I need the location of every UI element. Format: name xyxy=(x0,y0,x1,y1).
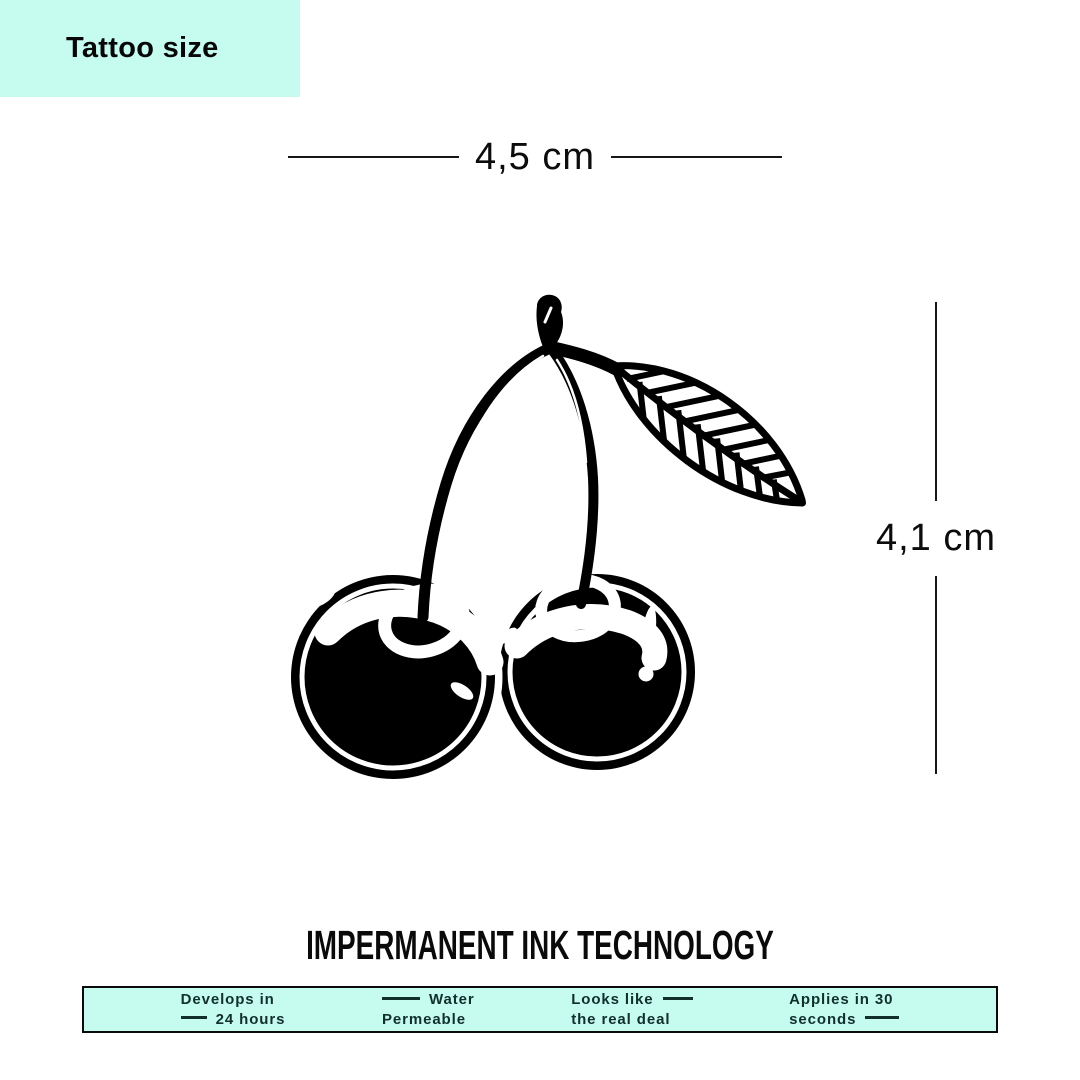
dimension-line-bottom xyxy=(935,576,937,775)
leaf-icon xyxy=(586,327,810,542)
feature-line: 24 hours xyxy=(181,1010,286,1030)
feature-looks-real xyxy=(571,990,692,1029)
dash-line xyxy=(865,1016,899,1019)
width-dimension xyxy=(288,132,782,182)
height-value: 4,1 cm xyxy=(875,516,997,559)
tattoo-size-tag xyxy=(0,0,300,97)
feature-line: Water xyxy=(382,990,475,1010)
feature-line: Applies in 30 xyxy=(789,991,894,1008)
footer-title-row xyxy=(0,922,1080,969)
width-value: 4,5 cm xyxy=(474,135,596,178)
feature-applies-fast xyxy=(789,990,899,1029)
dash-line xyxy=(382,997,420,1000)
feature-line: Develops in xyxy=(180,991,275,1008)
dash-line xyxy=(181,1016,207,1019)
dimension-line-left xyxy=(288,156,459,158)
impermanent-ink-title: IMPERMANENT INK TECHNOLOGY xyxy=(306,922,774,968)
dimension-line-right xyxy=(611,156,782,158)
tattoo-size-label: Tattoo size xyxy=(66,32,219,64)
feature-develops xyxy=(181,990,286,1029)
feature-line: the real deal xyxy=(571,1010,671,1028)
cherry-left xyxy=(291,575,495,779)
feature-line: Looks like xyxy=(571,990,692,1010)
cherry-right xyxy=(494,574,695,770)
cherries-illustration xyxy=(280,276,810,800)
dash-line xyxy=(663,997,693,1000)
feature-line: seconds xyxy=(789,1010,899,1030)
dimension-line-top xyxy=(935,302,937,501)
features-bar xyxy=(82,986,998,1033)
cherries-svg xyxy=(280,276,810,800)
feature-line: Permeable xyxy=(381,1010,466,1028)
feature-water-permeable xyxy=(382,990,475,1029)
height-dimension xyxy=(875,302,997,774)
